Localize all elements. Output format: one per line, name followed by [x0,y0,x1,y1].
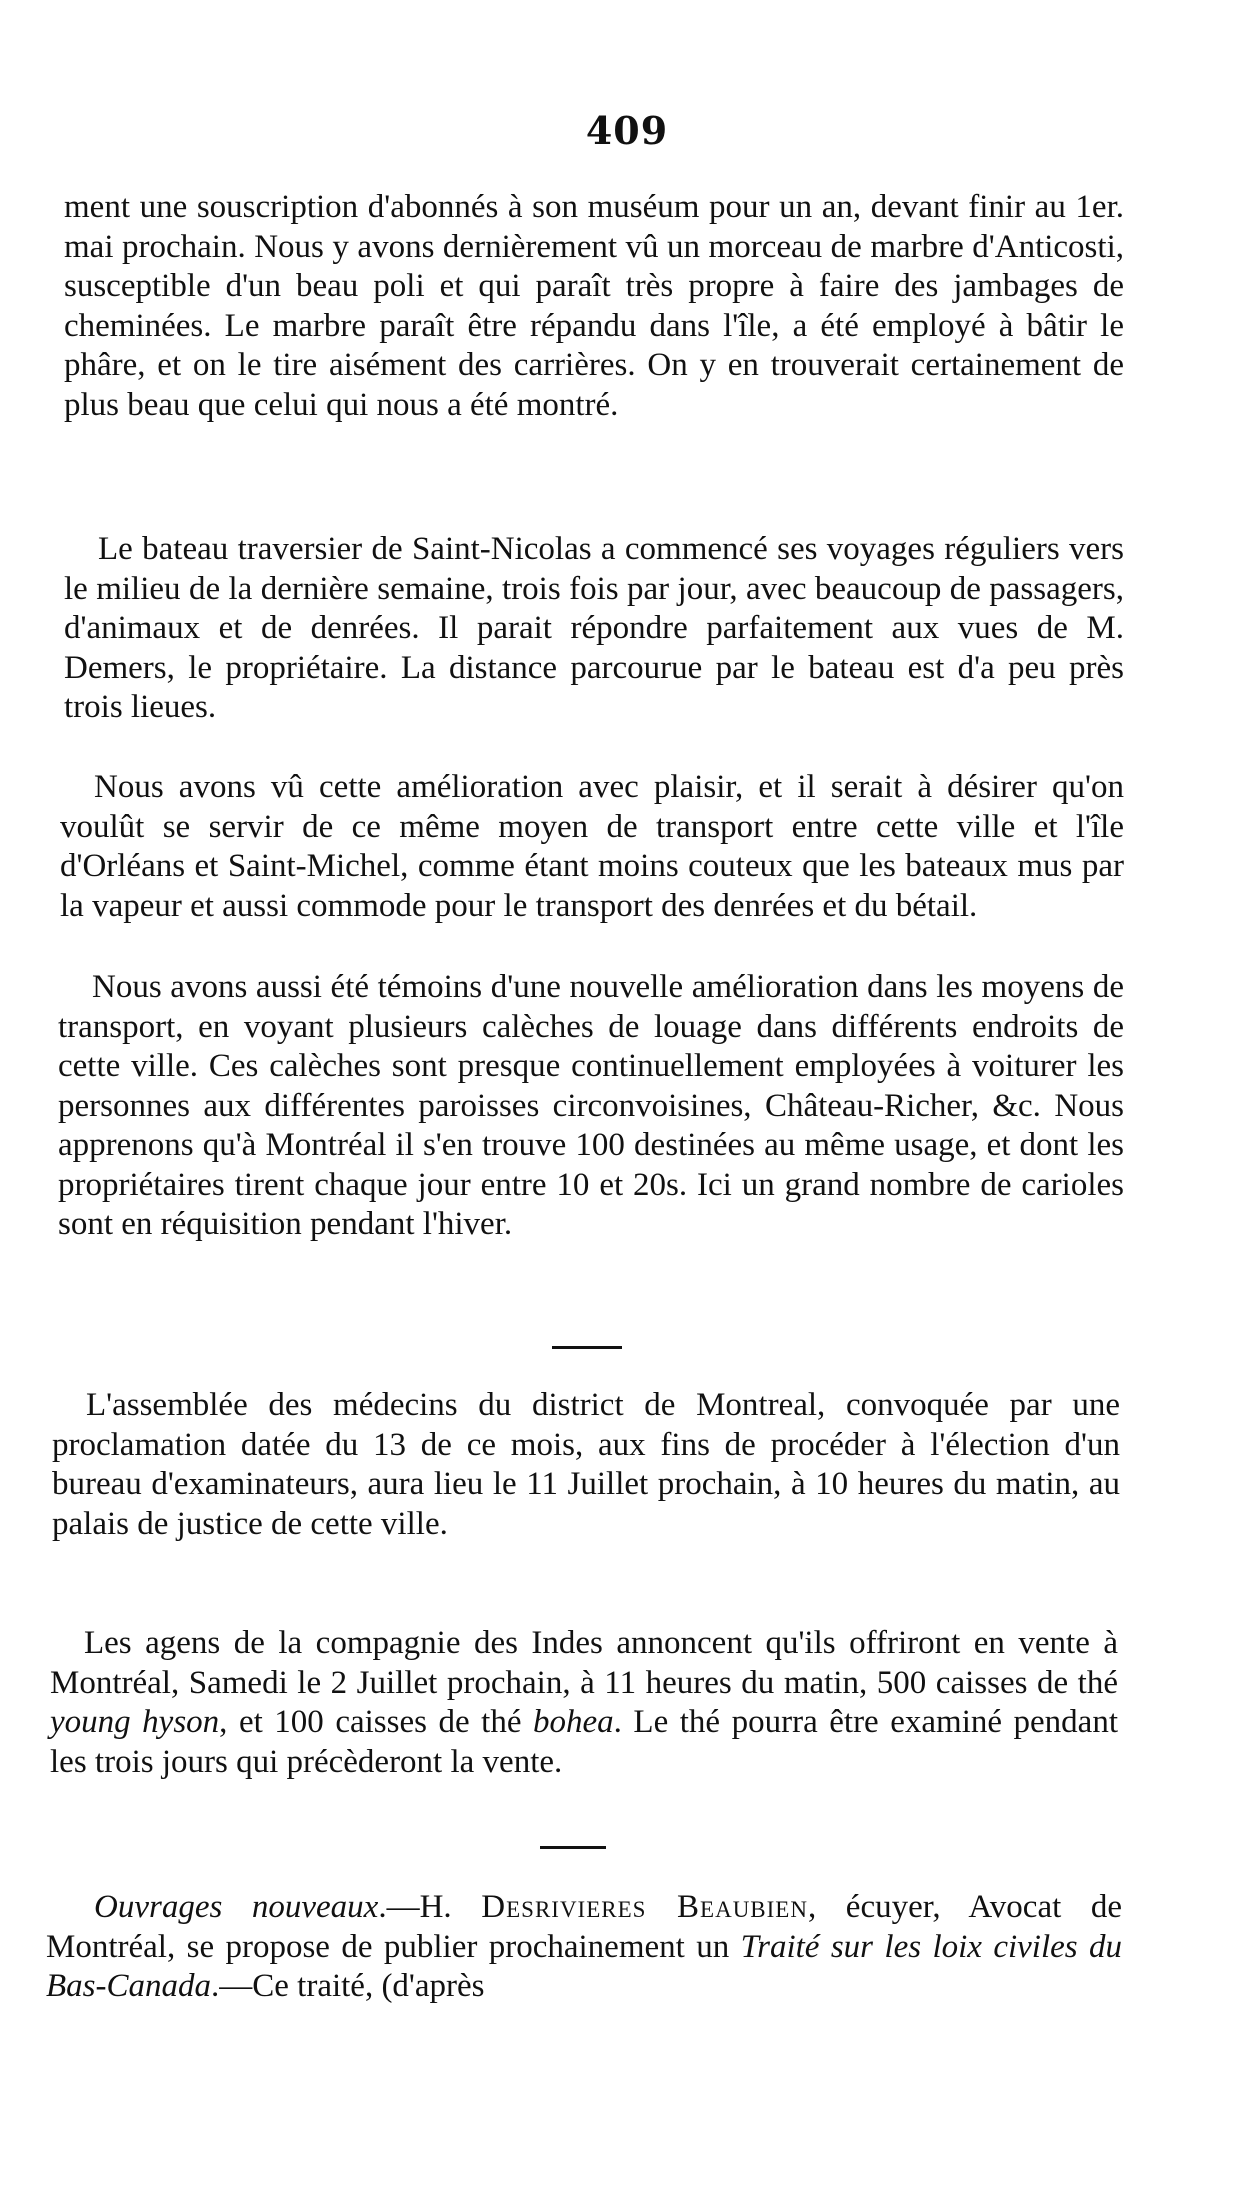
new-works-text-3: .—Ce traité, (d'après [211,1968,485,2004]
book-title: Traité sur les loix civiles du Bas-Canada [46,1928,1122,2004]
tea-sale-text-1: Les agens de la compagnie des Indes annoncent qu'ils offriront en vente à Montréal, Samedi le 2 Juillet prochain, à 11 heures du matin, 500 caisses de thé [50,1625,1118,1701]
author-name: Desrivieres Beaubien [481,1889,808,1925]
paragraph-caleches: Nous avons aussi été témoins d'une nouvelle amélioration dans les moyens de transport, en voyant plusieurs calèches de louage dans différents endroits de cette ville. Ces calèches sont presque continuellement employées à voiturer les personnes aux différentes paroisses circonvoisines, Château-Richer, &c. Nous apprenons qu'à Montréal il s'en trouve 100 destinées au même usage, et dont les propriétaires tirent chaque jour entre 10 et 20s. Ici un grand nombre de carioles sont en réquisition pendant l'hiver. [58,969,1124,1242]
paragraph-transport-improvement: Nous avons vû cette amélioration avec plaisir, et il serait à désirer qu'on voulût se servir de ce même moyen de transport entre cette ville et l'île d'Orléans et Saint-Michel, comme étant moins couteux que les bateaux mus par la vapeur et aussi commode pour le transport des denrées et du bétail. [60,769,1124,924]
paragraph-museum: ment une souscription d'abonnés à son muséum pour un an, devant finir au 1er. mai prochain. Nous y avons dernièrement vû un morceau de marbre d'Anticosti, susceptible d'un beau poli et qui paraît très propre à faire des jambages de cheminées. Le marbre paraît être répandu dans l'île, a été employé à bâtir le phâre, et on le tire aisément des carrières. On y en trouverait certainement de plus beau que celui qui nous a été montré. [64,189,1124,423]
paragraph-medical-assembly: L'assemblée des médecins du district de Montreal, convoquée par une proclamation datée du 13 de ce mois, aux fins de procéder à l'élection d'un bureau d'examinateurs, aura lieu le 11 Juillet prochain, à 10 heures du matin, au palais de justice de cette ville. [52,1387,1120,1542]
tea-name-young-hyson: young hyson [50,1704,220,1740]
section-divider [552,1346,622,1349]
paragraph-ferry-saint-nicolas: Le bateau traversier de Saint-Nicolas a commencé ses voyages réguliers vers le milieu de la dernière semaine, trois fois par jour, avec beaucoup de passagers, d'animaux et de denrées. Il parait répondre parfaitement aux vues de M. Demers, le propriétaire. La distance parcourue par le bateau est d'a peu près trois lieues. [64,531,1124,725]
section-divider [540,1846,606,1849]
new-works-heading: Ouvrages nouveaux [94,1889,379,1925]
paragraph-tea-sale [50,1624,1118,1782]
tea-name-bohea: bohea [533,1704,614,1740]
tea-sale-text-2: , et 100 caisses de thé [219,1704,533,1740]
tea-sale-text-3: . Le thé pourra être examiné pendant les trois jours qui précèderont la vente. [50,1704,1119,1780]
paragraph-new-works [46,1888,1122,2007]
new-works-text-1: .—H. [378,1889,482,1925]
page-number: 409 [585,108,669,153]
new-works-text-2: , écuyer, Avocat de Montréal, se propose de publier prochainement un [46,1889,1122,1965]
